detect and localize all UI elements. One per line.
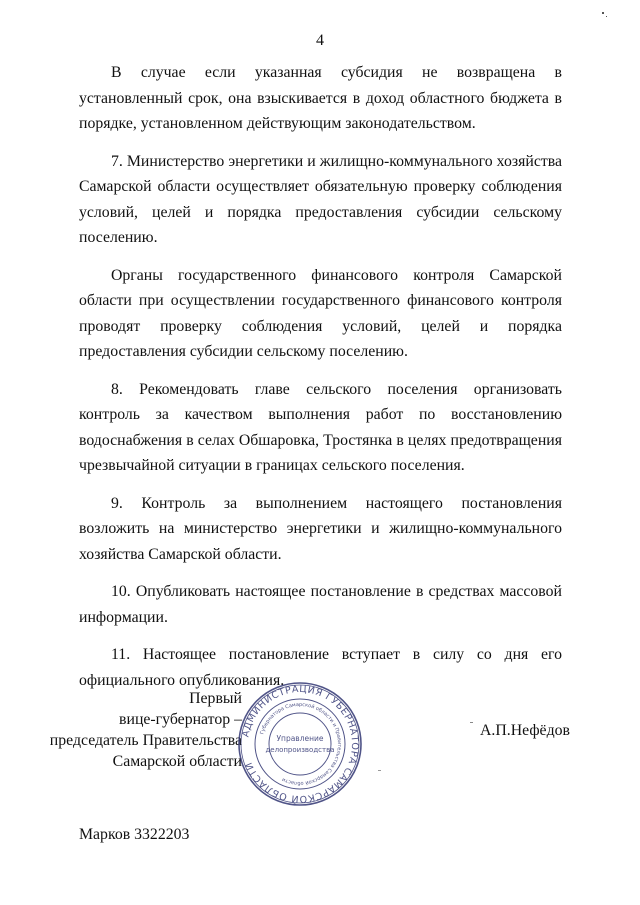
scan-speck (606, 16, 607, 17)
scan-speck (470, 722, 473, 723)
document-body (79, 60, 562, 705)
signatory-name: А.П.Нефёдов (480, 722, 570, 739)
signature-block (0, 680, 640, 810)
page-number: 4 (316, 32, 324, 49)
scan-speck (378, 770, 381, 771)
signatory-title (50, 688, 242, 772)
svg-text:Губернатора Самарской области (259, 702, 342, 787)
official-seal-stamp (236, 680, 364, 808)
scan-speck (602, 12, 604, 14)
paragraph-9-control: 9. Контроль за выполнением настоящего постановления возложить на министерство энергетики и жилищно-коммунального хозяйства Самарской области. (79, 494, 562, 563)
paragraph-subsidy-return: В случае если указанная субсидия не возвращена в установленный срок, она взыскивается в доход областного бюджета в порядке, установленном действующим законодательством. (79, 64, 562, 132)
signatory-title-line: вице-губернатор – (119, 711, 242, 728)
seal-inner-text: Губернатора Самарской области и Правительства Самарской области (259, 701, 343, 787)
signatory-title-line: председатель Правительства (49, 732, 242, 749)
executor-info: Марков 3322203 (79, 826, 190, 843)
signatory-title-line: Самарской области (112, 753, 242, 770)
seal-graphic (236, 680, 364, 808)
paragraph-11-effective: 11. Настоящее постановление вступает в силу со дня его официального опубликования. (79, 646, 562, 689)
signatory-title-line: Первый (189, 690, 242, 707)
paragraph-financial-control: Органы государственного финансового контроля Самарской области при осуществлении государственного финансового контроля проводят проверку соблюдения условий, целей и порядка предоставления субсидии сельскому поселению. (79, 266, 562, 360)
seal-center-line2: делопроизводства (265, 746, 335, 754)
paragraph-7-ministry-check: 7. Министерство энергетики и жилищно-коммунального хозяйства Самарской области осуществляет обязательную проверку соблюдения условий, целей и порядка предоставления субсидии сельскому поселению. (79, 152, 562, 246)
seal-center-line1: Управление (276, 734, 324, 743)
paragraph-8-recommendation: 8. Рекомендовать главе сельского поселения организовать контроль за качеством выполнения работ по восстановлению водоснабжения в селах Обшаровка, Тростянка в целях предотвращения чрезвычайной ситуации в границах сельского поселения. (79, 380, 562, 474)
paragraph-10-publish: 10. Опубликовать настоящее постановление в средствах массовой информации. (79, 583, 562, 626)
seal-outer-text: АДМИНИСТРАЦИЯ ГУБЕРНАТОРА САМАРСКОЙ ОБЛАСТИ (240, 683, 361, 805)
